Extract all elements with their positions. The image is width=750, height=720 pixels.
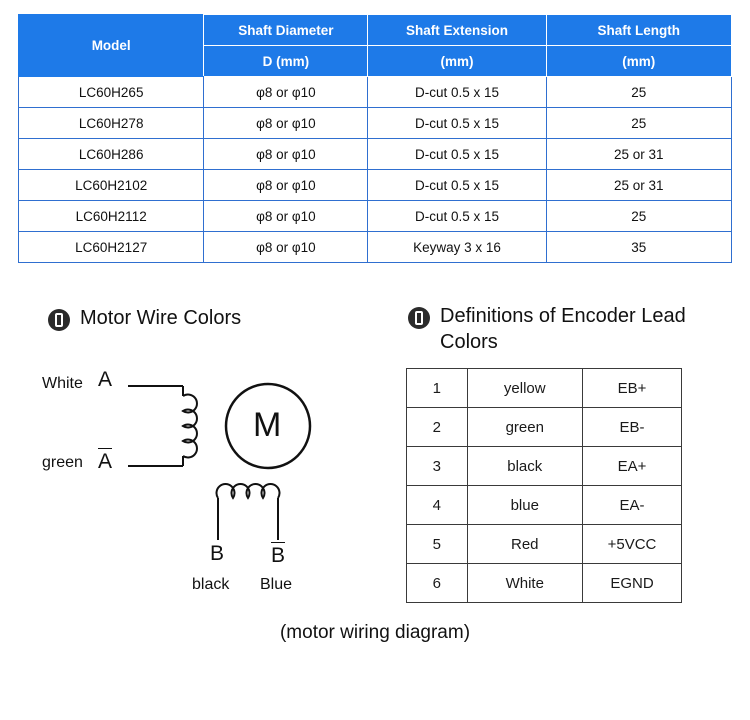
phase-b-bar-label: B — [271, 544, 286, 567]
cell-wire-color: black — [467, 447, 583, 486]
cell-length: 25 — [546, 201, 731, 232]
cell-length: 25 or 31 — [546, 170, 731, 201]
cell-pin: 2 — [407, 408, 468, 447]
cell-signal: +5VCC — [583, 525, 682, 564]
spec-header-length-unit: (mm) — [546, 46, 731, 77]
cell-pin: 4 — [407, 486, 468, 525]
table-row — [407, 525, 682, 564]
motor-symbol-label: M — [253, 406, 282, 444]
table-row — [407, 564, 682, 603]
cell-extension: D-cut 0.5 x 15 — [368, 108, 546, 139]
table-row — [407, 408, 682, 447]
cell-model: LC60H265 — [19, 77, 204, 108]
blue-wire-label: Blue — [260, 576, 293, 593]
table-row — [407, 486, 682, 525]
shaft-spec-table-container — [18, 14, 732, 263]
cell-length: 25 — [546, 77, 731, 108]
table-row — [19, 77, 732, 108]
encoder-lead-table — [406, 368, 682, 603]
cell-extension: D-cut 0.5 x 15 — [368, 170, 546, 201]
spec-header-extension-unit: (mm) — [368, 46, 546, 77]
encoder-lead-table-container — [406, 368, 682, 603]
table-row — [19, 232, 732, 263]
cell-model: LC60H2112 — [19, 201, 204, 232]
cell-length: 25 — [546, 108, 731, 139]
cell-wire-color: White — [467, 564, 583, 603]
cell-signal: EA+ — [583, 447, 682, 486]
cell-wire-color: Red — [467, 525, 583, 564]
cell-diameter: φ8 or φ10 — [204, 139, 368, 170]
motor-wire-colors-heading — [48, 305, 241, 331]
cell-signal: EA- — [583, 486, 682, 525]
spec-header-shaft-length: Shaft Length — [546, 15, 731, 46]
cell-signal: EB+ — [583, 369, 682, 408]
cell-extension: D-cut 0.5 x 15 — [368, 139, 546, 170]
table-row — [19, 170, 732, 201]
bullet-marker-icon — [48, 309, 70, 331]
cell-pin: 5 — [407, 525, 468, 564]
cell-model: LC60H286 — [19, 139, 204, 170]
encoder-lead-colors-heading — [408, 303, 708, 355]
spec-header-diameter-unit: D (mm) — [204, 46, 368, 77]
cell-diameter: φ8 or φ10 — [204, 232, 368, 263]
cell-wire-color: blue — [467, 486, 583, 525]
cell-model: LC60H278 — [19, 108, 204, 139]
spec-header-row-1 — [19, 15, 732, 46]
cell-length: 25 or 31 — [546, 139, 731, 170]
phase-a-bar-label: A — [98, 450, 113, 473]
wiring-diagram-graphic — [40, 350, 380, 610]
cell-diameter: φ8 or φ10 — [204, 170, 368, 201]
table-row — [407, 369, 682, 408]
motor-wire-colors-title: Motor Wire Colors — [80, 307, 242, 329]
table-row — [19, 139, 732, 170]
cell-extension: Keyway 3 x 16 — [368, 232, 546, 263]
cell-model: LC60H2127 — [19, 232, 204, 263]
green-wire-label: green — [42, 454, 83, 471]
motor-wiring-diagram — [40, 350, 380, 610]
spec-table-body — [19, 77, 732, 263]
cell-signal: EGND — [583, 564, 682, 603]
cell-wire-color: green — [467, 408, 583, 447]
cell-extension: D-cut 0.5 x 15 — [368, 77, 546, 108]
phase-a-label: A — [98, 368, 113, 391]
cell-model: LC60H2102 — [19, 170, 204, 201]
table-row — [19, 201, 732, 232]
cell-pin: 1 — [407, 369, 468, 408]
spec-header-shaft-diameter: Shaft Diameter — [204, 15, 368, 46]
cell-diameter: φ8 or φ10 — [204, 108, 368, 139]
spec-header-shaft-extension: Shaft Extension — [368, 15, 546, 46]
cell-wire-color: yellow — [467, 369, 583, 408]
cell-extension: D-cut 0.5 x 15 — [368, 201, 546, 232]
table-row — [407, 447, 682, 486]
black-wire-label: black — [192, 576, 230, 593]
spec-header-model: Model — [19, 15, 204, 77]
spec-table-head — [19, 15, 732, 77]
cell-pin: 3 — [407, 447, 468, 486]
diagram-caption: (motor wiring diagram) — [279, 622, 471, 643]
encoder-table-body — [407, 369, 682, 603]
cell-length: 35 — [546, 232, 731, 263]
bullet-marker-icon — [408, 307, 430, 329]
cell-pin: 6 — [407, 564, 468, 603]
white-wire-label: White — [42, 375, 83, 392]
phase-b-label: B — [210, 542, 225, 565]
shaft-spec-table — [18, 14, 732, 263]
cell-diameter: φ8 or φ10 — [204, 201, 368, 232]
cell-signal: EB- — [583, 408, 682, 447]
cell-diameter: φ8 or φ10 — [204, 77, 368, 108]
encoder-lead-colors-title: Definitions of Encoder Lead Colors — [440, 305, 686, 353]
table-row — [19, 108, 732, 139]
